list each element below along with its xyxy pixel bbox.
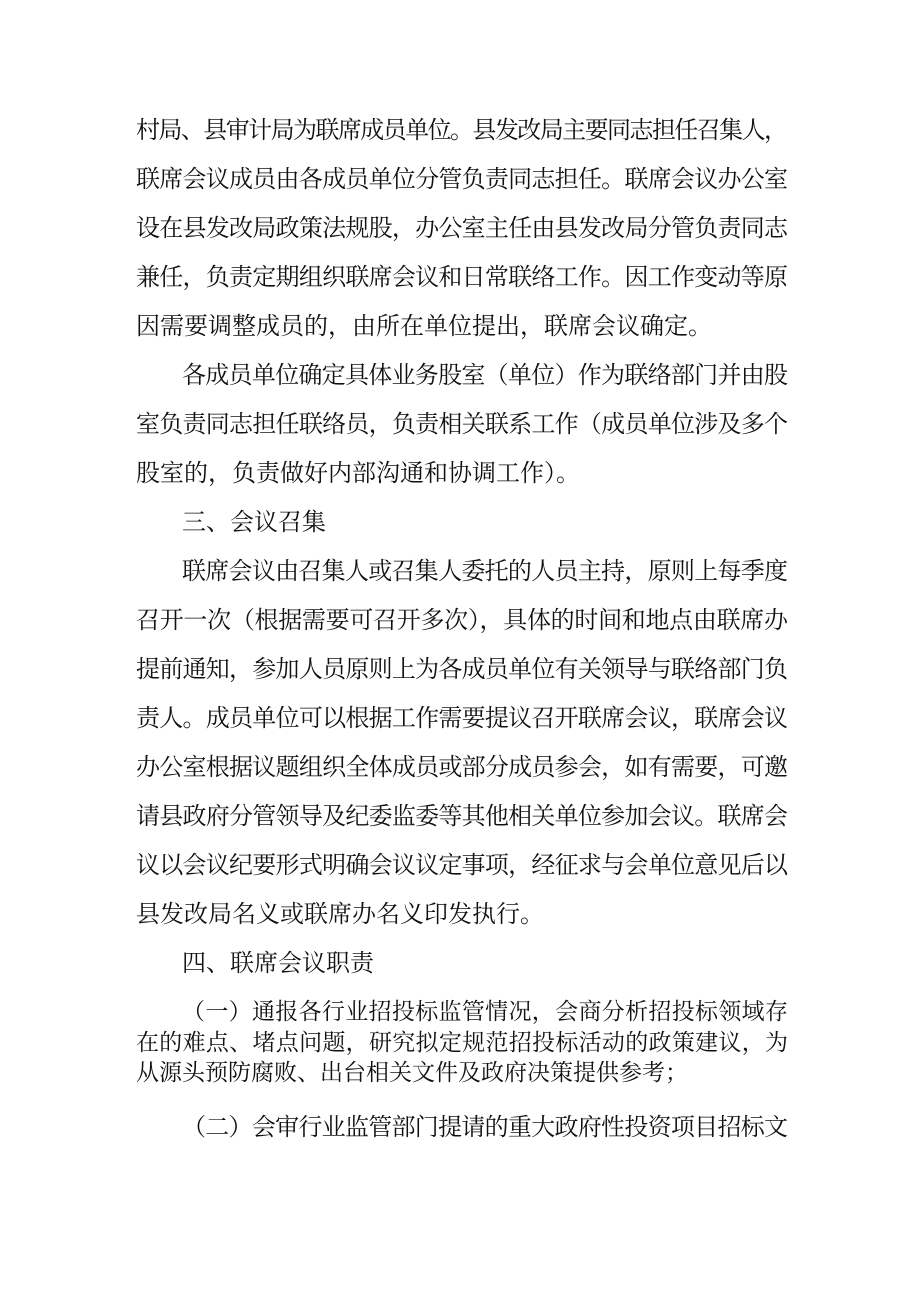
body-text-line: 提前通知，参加人员原则上为各成员单位有关领导与联络部门负	[136, 655, 788, 683]
body-text-line: 兼任，负责定期组织联席会议和日常联络工作。因工作变动等原	[136, 263, 788, 291]
body-text-line: 因需要调整成员的，由所在单位提出，联席会议确定。	[136, 312, 712, 340]
section-heading: 三、会议召集	[182, 508, 326, 536]
body-text-line: 室负责同志担任联络员，负责相关联系工作（成员单位涉及多个	[136, 410, 788, 438]
body-text-line: 责人。成员单位可以根据工作需要提议召开联席会议，联席会议	[136, 704, 788, 732]
list-item-first-line: （二）会审行业监管部门提请的重大政府性投资项目招标文	[182, 1113, 788, 1141]
paragraph-first-line: 联席会议由召集人或召集人委托的人员主持，原则上每季度	[182, 557, 788, 585]
list-item-line: 从源头预防腐败、出台相关文件及政府决策提供参考；	[136, 1060, 688, 1086]
body-text-line: 召开一次（根据需要可召开多次），具体的时间和地点由联席办	[136, 606, 788, 634]
body-text-line: 村局、县审计局为联席成员单位。县发改局主要同志担任召集人，	[136, 116, 787, 144]
body-text-line: 县发改局名义或联席办名义印发执行。	[136, 900, 544, 928]
body-text-line: 议以会议纪要形式明确会议议定事项，经征求与会单位意见后以	[136, 851, 788, 879]
list-item-first-line: （一）通报各行业招投标监管情况，会商分析招投标领域存	[182, 999, 789, 1025]
body-text-line: 联席会议成员由各成员单位分管负责同志担任。联席会议办公室	[136, 165, 788, 193]
body-text-line: 设在县发改局政策法规股，办公室主任由县发改局分管负责同志	[136, 214, 788, 242]
paragraph-first-line: 各成员单位确定具体业务股室（单位）作为联络部门并由股	[182, 361, 788, 389]
body-text-line: 请县政府分管领导及纪委监委等其他相关单位参加会议。联席会	[136, 802, 788, 830]
list-item-line: 在的难点、堵点问题，研究拟定规范招投标活动的政策建议，为	[136, 1030, 789, 1056]
section-heading: 四、联席会议职责	[182, 949, 374, 977]
body-text-line: 办公室根据议题组织全体成员或部分成员参会，如有需要，可邀	[136, 753, 788, 781]
body-text-line: 股室的，负责做好内部沟通和协调工作）。	[136, 459, 580, 487]
